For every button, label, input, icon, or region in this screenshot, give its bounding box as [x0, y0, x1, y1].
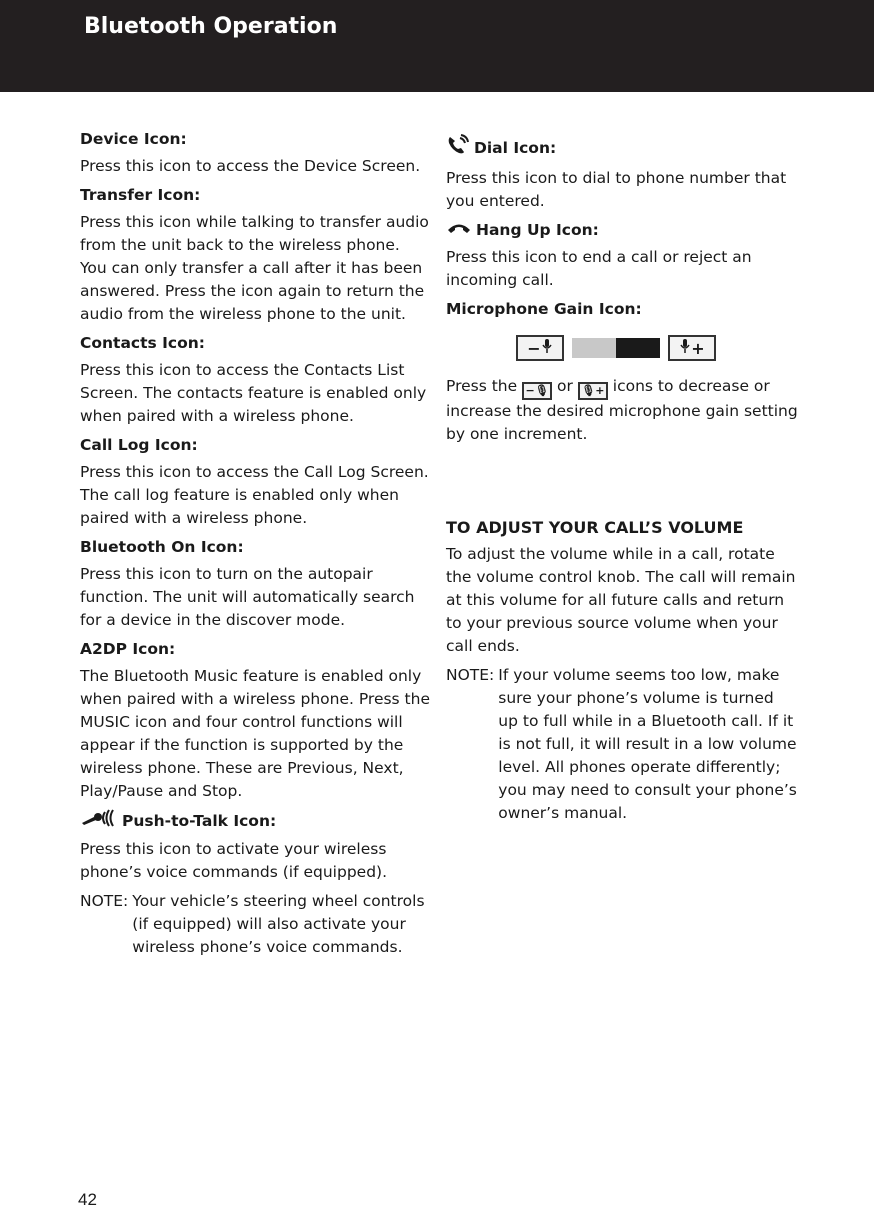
- mic-gain-decrease-button[interactable]: −: [516, 335, 564, 361]
- push-to-talk-icon-heading: Push-to-Talk Icon:: [122, 812, 277, 830]
- push-to-talk-icon-section: [80, 809, 430, 884]
- transfer-icon-heading: Transfer Icon:: [80, 186, 201, 204]
- bluetooth-on-icon-section: [80, 536, 430, 632]
- mic-gain-control: [516, 335, 798, 361]
- left-note-label: NOTE:: [80, 892, 129, 910]
- hang-up-icon-text: Press this icon to end a call or reject an incoming call.: [446, 248, 752, 289]
- microphone-icon: [541, 337, 553, 360]
- device-icon-section: [80, 128, 430, 178]
- dial-icon-heading: Dial Icon:: [474, 139, 557, 157]
- device-icon-text: Press this icon to access the Device Screen.: [80, 157, 421, 175]
- hang-up-phone-icon: [446, 219, 472, 242]
- call-log-icon-heading: Call Log Icon:: [80, 436, 198, 454]
- hang-up-icon-section: [446, 219, 798, 292]
- header-title: Bluetooth Operation: [84, 14, 338, 39]
- volume-heading: TO ADJUST YOUR CALL’S VOLUME: [446, 517, 744, 537]
- right-column: [446, 134, 798, 827]
- mic-gain-level-bar: [572, 338, 660, 358]
- a2dp-icon-heading: A2DP Icon:: [80, 640, 176, 658]
- page-number: 42: [78, 1190, 97, 1209]
- contacts-icon-heading: Contacts Icon:: [80, 334, 205, 352]
- transfer-icon-section: [80, 184, 430, 326]
- gain-bar-dark: [616, 338, 660, 358]
- push-to-talk-icon-heading-row: [80, 809, 430, 834]
- dial-phone-icon: [446, 134, 470, 163]
- mic-gain-heading: Microphone Gain Icon:: [446, 300, 642, 318]
- left-column: [80, 128, 430, 961]
- transfer-icon-text: Press this icon while talking to transfer audio from the unit back to the wireless phone. You can only transfer a call after it has been answered. Press the icon again to return the audio from the wireless phone to the unit.: [80, 213, 429, 323]
- volume-note-text: If your volume seems too low, make sure your phone’s volume is turned up to full while in a Bluetooth call. If it is not full, it will result in a low volume level. All phones operate differently; you may need to consult your phone’s owner’s manual.: [498, 665, 797, 822]
- a2dp-icon-section: [80, 638, 430, 803]
- call-log-icon-text: Press this icon to access the Call Log Screen. The call log feature is enabled only when paired with a wireless phone.: [80, 463, 429, 527]
- gain-bar-light: [572, 338, 616, 358]
- microphone-icon: [679, 337, 691, 360]
- volume-text: To adjust the volume while in a call, rotate the volume control knob. The call will remain at this volume for all future calls and return to your previous source volume when your call ends.: [446, 544, 796, 655]
- device-icon-heading: Device Icon:: [80, 130, 187, 148]
- bluetooth-on-icon-heading: Bluetooth On Icon:: [80, 538, 244, 556]
- call-log-icon-section: [80, 434, 430, 530]
- push-to-talk-icon: [80, 809, 118, 834]
- mic-gain-increase-button[interactable]: +: [668, 335, 716, 361]
- hang-up-icon-heading-row: [446, 219, 798, 242]
- hang-up-icon-heading: Hang Up Icon:: [476, 221, 599, 239]
- mic-gain-section: [446, 298, 798, 446]
- contacts-icon-text: Press this icon to access the Contacts List Screen. The contacts feature is enabled only when paired with a wireless phone.: [80, 361, 427, 425]
- volume-note-label: NOTE:: [446, 665, 495, 684]
- page-header: [0, 0, 874, 92]
- contacts-icon-section: [80, 332, 430, 428]
- bluetooth-on-icon-text: Press this icon to turn on the autopair function. The unit will automatically search for a device in the discover mode.: [80, 565, 415, 629]
- dial-icon-text: Press this icon to dial to phone number that you entered.: [446, 169, 787, 210]
- push-to-talk-icon-text: Press this icon to activate your wireless phone’s voice commands (if equipped).: [80, 840, 388, 881]
- dial-icon-heading-row: [446, 134, 798, 163]
- inline-mic-decrease-icon: −🎙: [522, 382, 552, 400]
- volume-section: [446, 516, 798, 825]
- volume-note: [446, 664, 798, 825]
- dial-icon-section: [446, 134, 798, 213]
- left-note: [80, 890, 430, 959]
- a2dp-icon-text: The Bluetooth Music feature is enabled only when paired with a wireless phone. Press the MUSIC icon and four control functions will appear if the function is supported by the wireless phone. These are Previous, Next, Play/Pause and Stop.: [80, 667, 430, 800]
- inline-mic-increase-icon: 🎙+: [578, 382, 608, 400]
- left-note-text: Your vehicle’s steering wheel controls (if equipped) will also activate your wireless phone’s voice commands.: [132, 892, 425, 956]
- mic-gain-text: Press the −🎙 or 🎙+ icons to decrease or increase the desired microphone gain setting by one increment.: [446, 377, 798, 443]
